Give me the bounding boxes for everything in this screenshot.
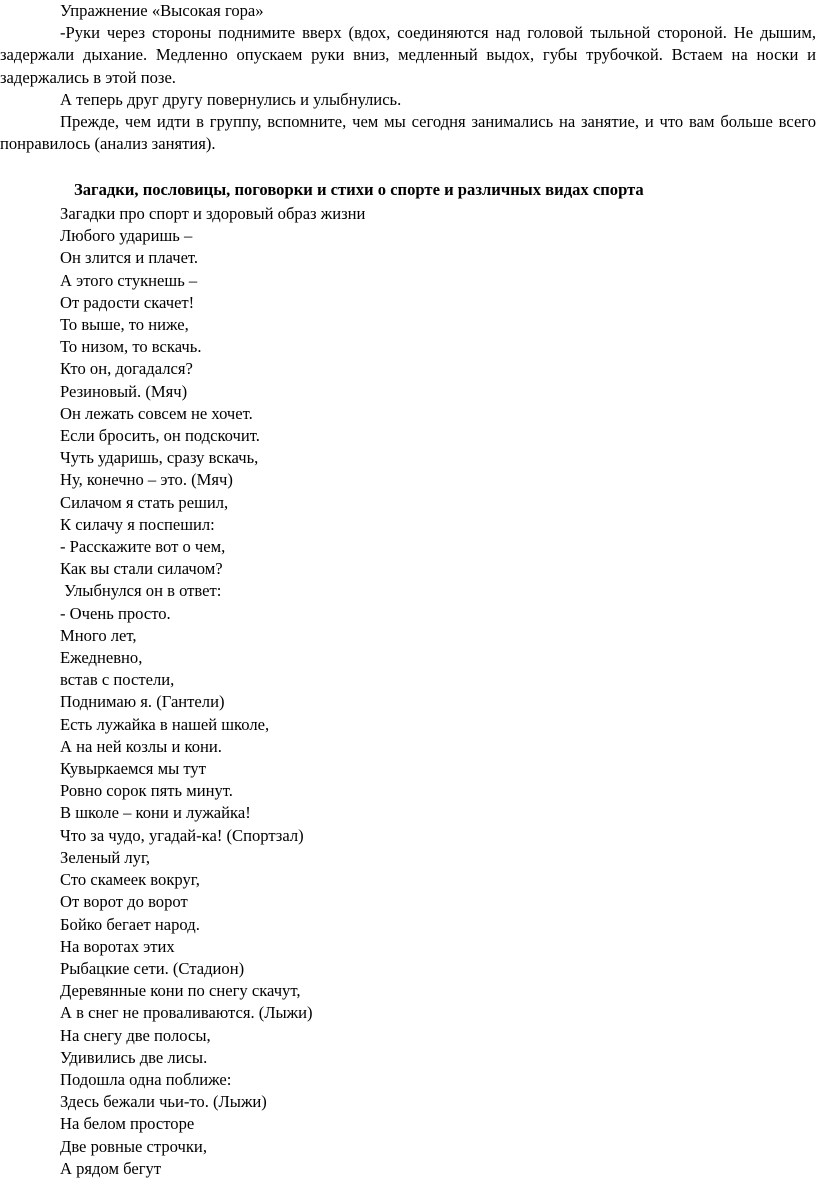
riddle-line: На воротах этих — [60, 936, 175, 956]
riddle-line: На снегу две полосы, — [60, 1025, 211, 1045]
riddle-line: А этого стукнешь – — [60, 270, 198, 290]
riddle-line: Кто он, догадался? — [60, 359, 193, 379]
riddle-line: Если бросить, он подскочит. — [60, 426, 260, 446]
riddle-line: А рядом бегут — [60, 1158, 162, 1178]
riddle-line: Ровно сорок пять минут. — [60, 781, 233, 801]
riddle-line: Ну, конечно – это. (Мяч) — [60, 470, 233, 490]
riddle-line: встав с постели, — [60, 670, 175, 690]
riddle-line: Любого ударишь – — [60, 226, 193, 246]
riddle-line: Улыбнулся он в ответ: — [60, 581, 222, 601]
riddle-line: Зеленый луг, — [60, 847, 151, 867]
riddle-line: Силачом я стать решил, — [60, 492, 229, 512]
riddle-line: Есть лужайка в нашей школе, — [60, 714, 270, 734]
riddle-line: Рыбацкие сети. (Стадион) — [60, 958, 245, 978]
riddle-line: В школе – кони и лужайка! — [60, 803, 251, 823]
section-heading: Загадки, пословицы, поговорки и стихи о спорте и различных видах спорта — [74, 180, 644, 199]
lesson-summary: Прежде, чем идти в группу, вспомните, чем мы сегодня занимались на занятие, и что вам больше всего понравилось (анализ занятия). — [0, 112, 816, 154]
riddle-line: Деревянные кони по снегу скачут, — [60, 981, 301, 1001]
riddle-line: Как вы стали силачом? — [60, 559, 223, 579]
exercise-smile: А теперь друг другу повернулись и улыбнулись. — [60, 89, 402, 109]
riddle-line: Две ровные строчки, — [60, 1136, 207, 1156]
riddle-line: От радости скачет! — [60, 292, 195, 312]
exercise-title: Упражнение «Высокая гора» — [60, 1, 264, 20]
riddle-line: Он лежать совсем не хочет. — [60, 403, 253, 423]
exercise-instructions: -Руки через стороны поднимите вверх (вдох, соединяются над головой тыльной стороной. Не дышим, задержали дыхание. Медленно опускаем руки вниз, медленный выдох, губы трубочкой. Встаем на носки и задержались в этой позе. — [0, 23, 816, 87]
riddle-line: А в снег не проваливаются. (Лыжи) — [60, 1003, 313, 1023]
riddle-line: А на ней козлы и кони. — [60, 736, 222, 756]
riddle-line: Много лет, — [60, 625, 137, 645]
riddle-line: - Очень просто. — [60, 603, 171, 623]
riddle-line: Сто скамеек вокруг, — [60, 870, 200, 890]
riddle-line: Что за чудо, угадай-ка! (Спортзал) — [60, 825, 304, 845]
riddle-line: Кувыркаемся мы тут — [60, 759, 206, 779]
riddles-subtitle: Загадки про спорт и здоровый образ жизни — [60, 204, 366, 223]
riddle-line: Он злится и плачет. — [60, 248, 199, 268]
riddle-line: Удивились две лисы. — [60, 1047, 208, 1067]
riddle-line: То низом, то вскачь. — [60, 337, 202, 357]
riddle-line: Чуть ударишь, сразу вскачь, — [60, 448, 259, 468]
riddle-line: На белом просторе — [60, 1114, 195, 1134]
riddle-line: Резиновый. (Мяч) — [60, 381, 188, 401]
riddles-list — [60, 203, 365, 1180]
riddle-line: Ежедневно, — [60, 648, 143, 668]
riddle-line: Подошла одна поближе: — [60, 1069, 232, 1089]
riddle-line: То выше, то ниже, — [60, 315, 189, 335]
riddle-line: От ворот до ворот — [60, 892, 188, 912]
riddle-line: Здесь бежали чьи-то. (Лыжи) — [60, 1092, 267, 1112]
riddle-line: К силачу я поспешил: — [60, 514, 215, 534]
riddle-line: Бойко бегает народ. — [60, 914, 200, 934]
intro-section — [0, 0, 816, 155]
riddle-line: Поднимаю я. (Гантели) — [60, 692, 225, 712]
riddle-line: - Расскажите вот о чем, — [60, 537, 226, 557]
